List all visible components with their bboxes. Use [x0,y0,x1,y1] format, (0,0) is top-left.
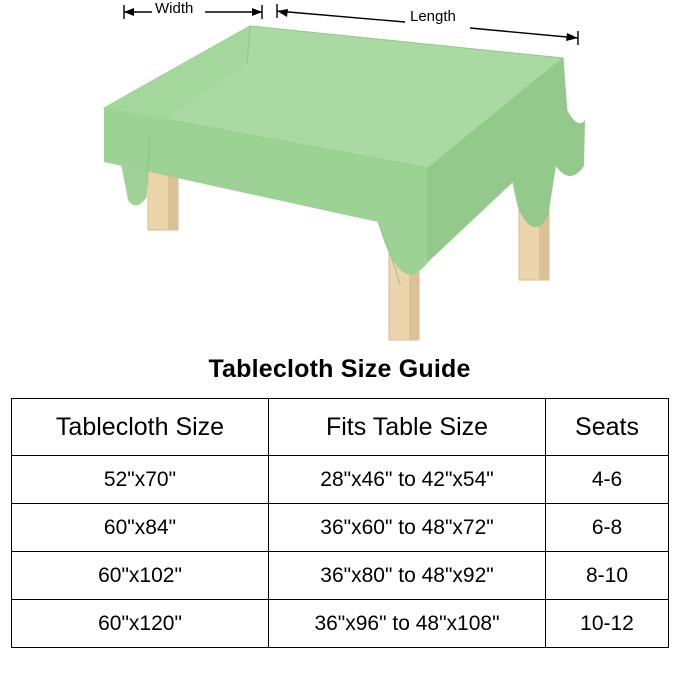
table-row [12,504,669,552]
cell-tablecloth-size: 60"x102" [12,552,269,600]
width-dimension-label: Width [155,0,194,17]
cell-seats: 10-12 [546,600,669,648]
cell-tablecloth-size: 52"x70" [12,456,269,504]
column-header-fits-table-size: Fits Table Size [269,399,546,456]
column-header-tablecloth-size: Tablecloth Size [12,399,269,456]
table-row [12,600,669,648]
column-header-seats: Seats [546,399,669,456]
table-row [12,456,669,504]
cell-tablecloth-size: 60"x120" [12,600,269,648]
cell-seats: 6-8 [546,504,669,552]
cell-fits-table-size: 36"x60" to 48"x72" [269,504,546,552]
table-header-row [12,399,669,456]
length-dimension-label: Length [410,8,456,25]
page-title: Tablecloth Size Guide [208,355,471,383]
cell-seats: 8-10 [546,552,669,600]
cell-seats: 4-6 [546,456,669,504]
tablecloth-size-table [11,398,669,648]
cell-fits-table-size: 28"x46" to 42"x54" [269,456,546,504]
cell-fits-table-size: 36"x80" to 48"x92" [269,552,546,600]
cell-fits-table-size: 36"x96" to 48"x108" [269,600,546,648]
table-row [12,552,669,600]
cell-tablecloth-size: 60"x84" [12,504,269,552]
